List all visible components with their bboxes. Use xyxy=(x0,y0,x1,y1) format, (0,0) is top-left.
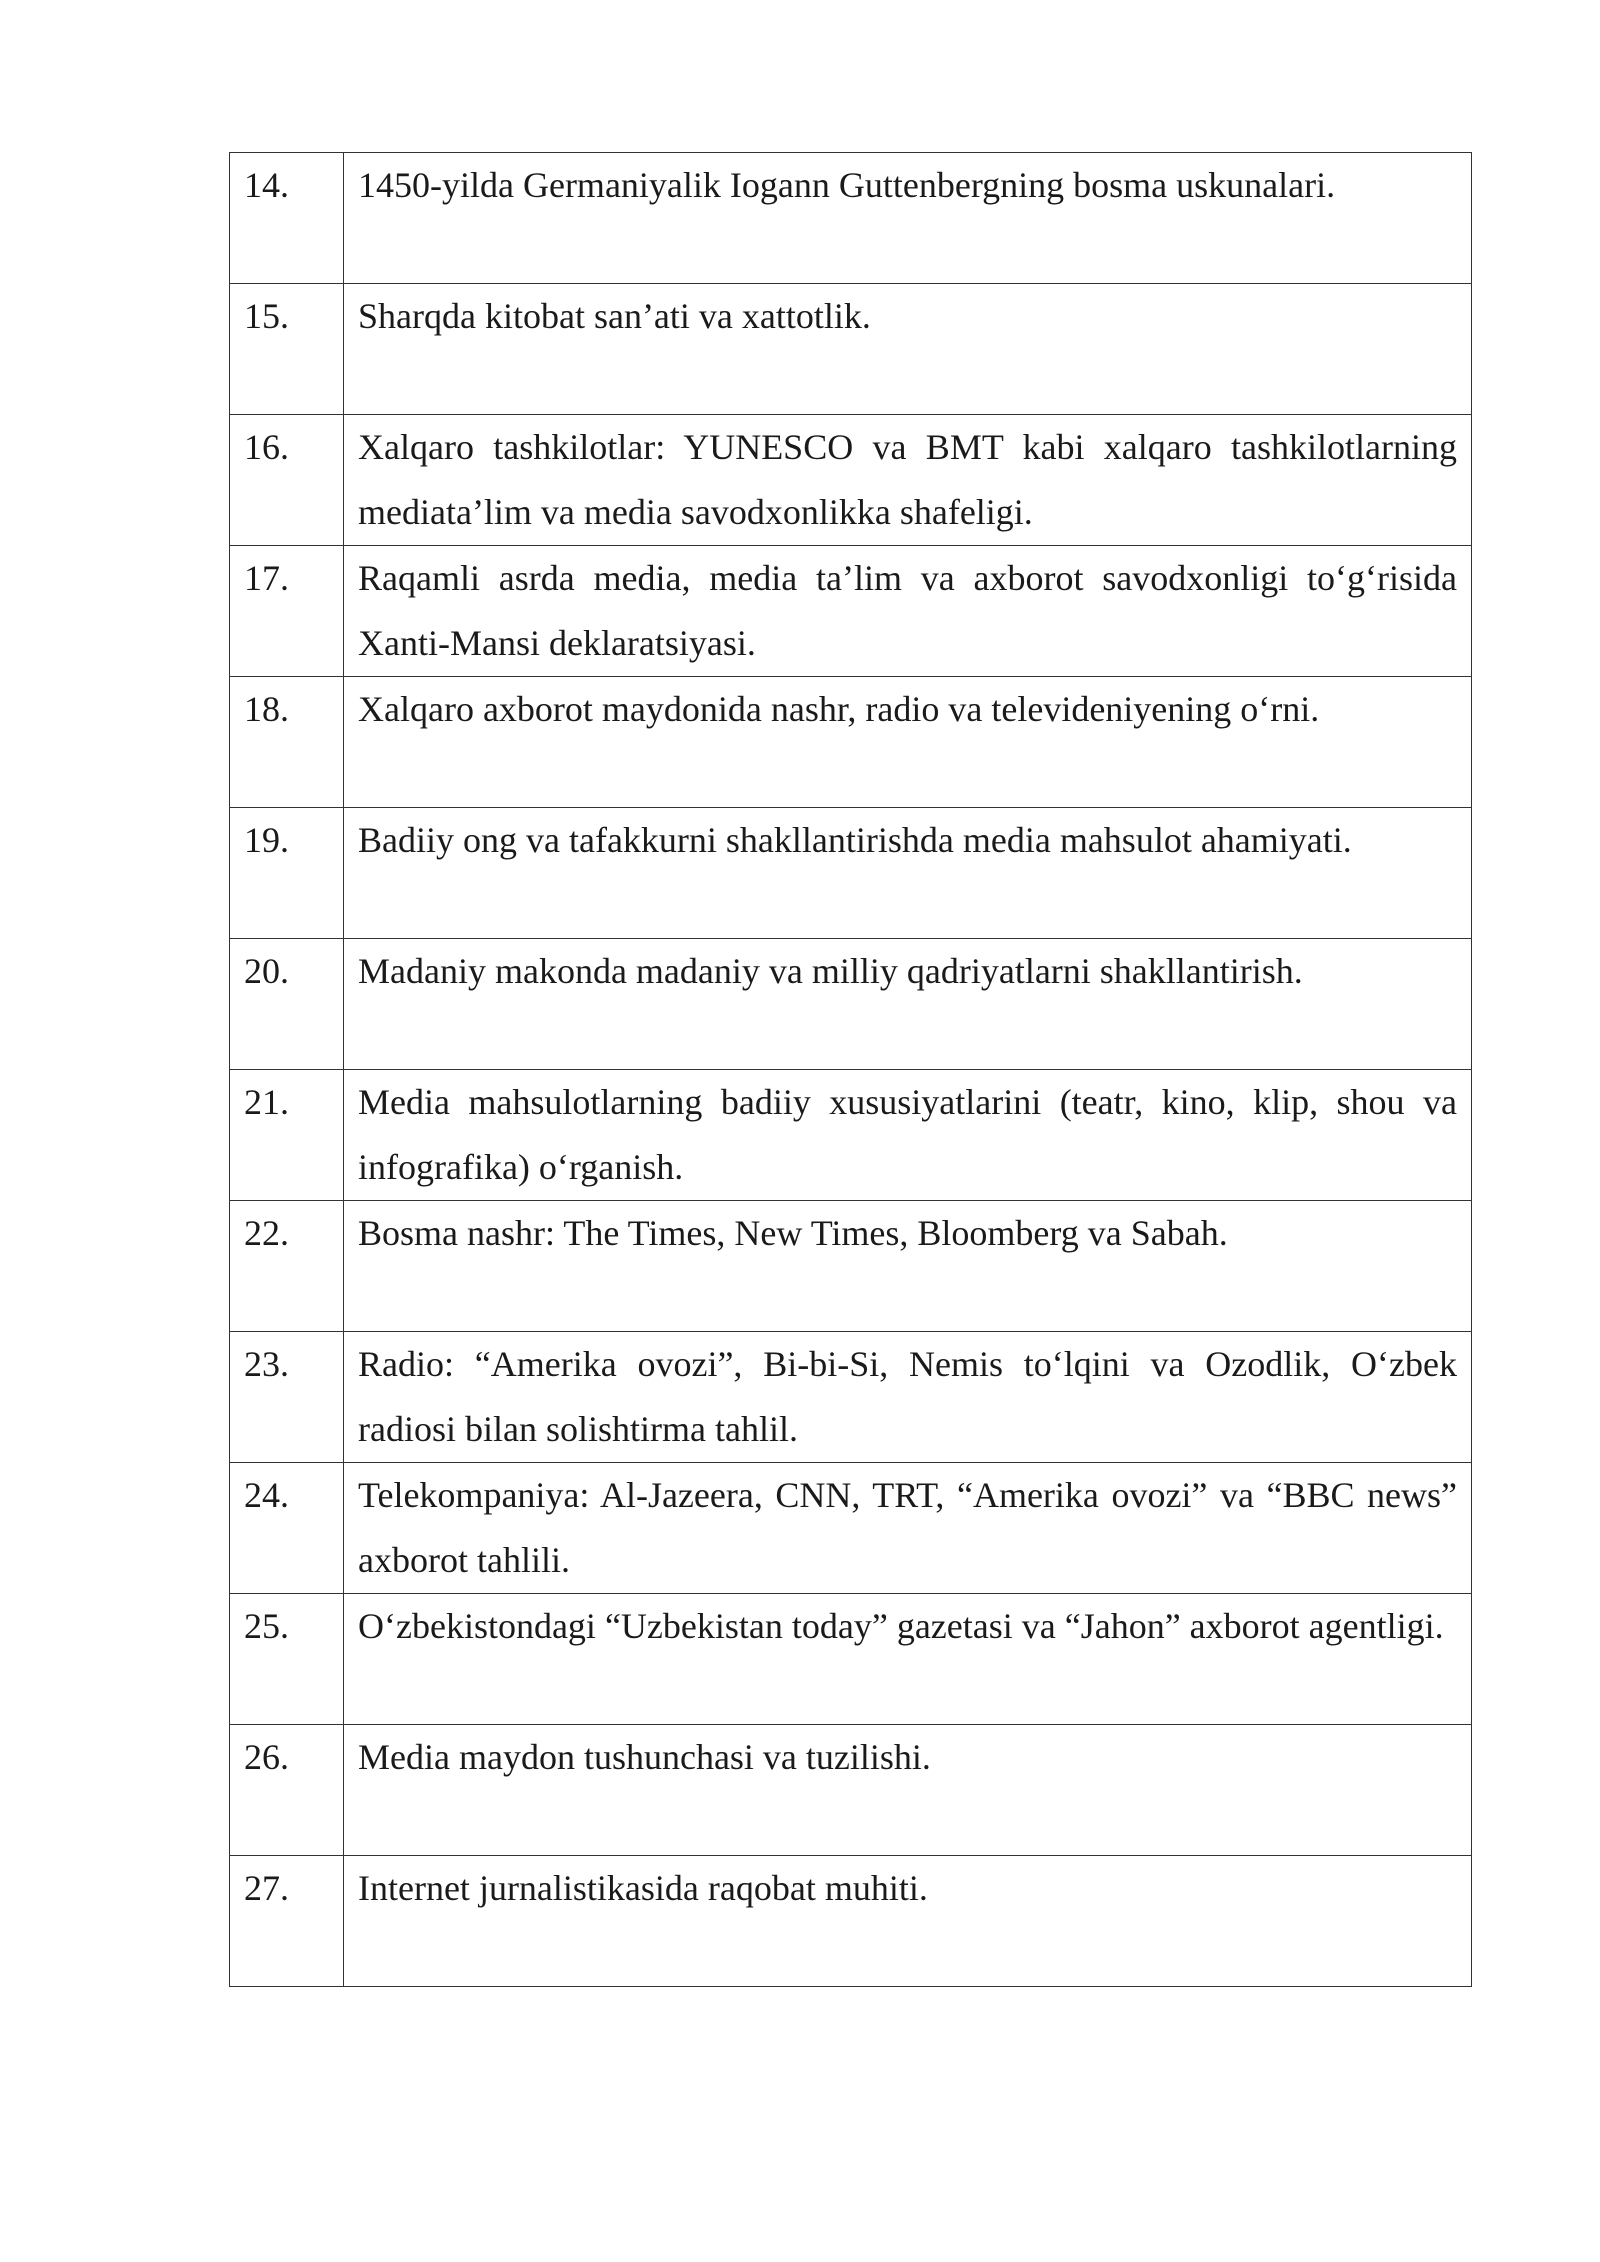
table-row xyxy=(230,677,1472,808)
row-text: Xalqaro tashkilotlar: YUNESCO va BMT kabi xalqaro tashkilotlarning mediata’lim va media savodxonlikka shafeligi. xyxy=(344,415,1472,546)
row-number: 26. xyxy=(230,1725,344,1856)
row-text: Bosma nashr: The Times, New Times, Bloomberg va Sabah. xyxy=(344,1201,1472,1332)
table-row xyxy=(230,1332,1472,1463)
table-row xyxy=(230,1070,1472,1201)
table-row xyxy=(230,153,1472,284)
row-text: Telekompaniya: Al-Jazeera, CNN, TRT, “Amerika ovozi” va “BBC news” axborot tahlili. xyxy=(344,1463,1472,1594)
row-number: 14. xyxy=(230,153,344,284)
row-number: 22. xyxy=(230,1201,344,1332)
row-text: Xalqaro axborot maydonida nashr, radio va televideniyening o‘rni. xyxy=(344,677,1472,808)
row-number: 16. xyxy=(230,415,344,546)
row-number: 25. xyxy=(230,1594,344,1725)
row-text: 1450-yilda Germaniyalik Iogann Guttenbergning bosma uskunalari. xyxy=(344,153,1472,284)
row-text: Media maydon tushunchasi va tuzilishi. xyxy=(344,1725,1472,1856)
topics-table xyxy=(229,152,1472,1987)
table-row xyxy=(230,1594,1472,1725)
row-text: Sharqda kitobat san’ati va xattotlik. xyxy=(344,284,1472,415)
row-text: Radio: “Amerika ovozi”, Bi-bi-Si, Nemis to‘lqini va Ozodlik, O‘zbek radiosi bilan solishtirma tahlil. xyxy=(344,1332,1472,1463)
row-text: Madaniy makonda madaniy va milliy qadriyatlarni shakllantirish. xyxy=(344,939,1472,1070)
row-number: 18. xyxy=(230,677,344,808)
row-number: 15. xyxy=(230,284,344,415)
table-row xyxy=(230,284,1472,415)
row-number: 27. xyxy=(230,1856,344,1987)
row-number: 20. xyxy=(230,939,344,1070)
row-number: 19. xyxy=(230,808,344,939)
table-row xyxy=(230,1201,1472,1332)
row-text: Raqamli asrda media, media ta’lim va axborot savodxonligi to‘g‘risida Xanti-Mansi deklaratsiyasi. xyxy=(344,546,1472,677)
table-row xyxy=(230,546,1472,677)
row-text: Badiiy ong va tafakkurni shakllantirishda media mahsulot ahamiyati. xyxy=(344,808,1472,939)
row-number: 17. xyxy=(230,546,344,677)
table-row xyxy=(230,1463,1472,1594)
row-text: Media mahsulotlarning badiiy xususiyatlarini (teatr, kino, klip, shou va infografika) o‘rganish. xyxy=(344,1070,1472,1201)
row-number: 23. xyxy=(230,1332,344,1463)
table-row xyxy=(230,808,1472,939)
table-row xyxy=(230,415,1472,546)
row-text: Internet jurnalistikasida raqobat muhiti. xyxy=(344,1856,1472,1987)
row-text: O‘zbekistondagi “Uzbekistan today” gazetasi va “Jahon” axborot agentligi. xyxy=(344,1594,1472,1725)
table-row xyxy=(230,1725,1472,1856)
row-number: 24. xyxy=(230,1463,344,1594)
table-row xyxy=(230,939,1472,1070)
row-number: 21. xyxy=(230,1070,344,1201)
table-row xyxy=(230,1856,1472,1987)
